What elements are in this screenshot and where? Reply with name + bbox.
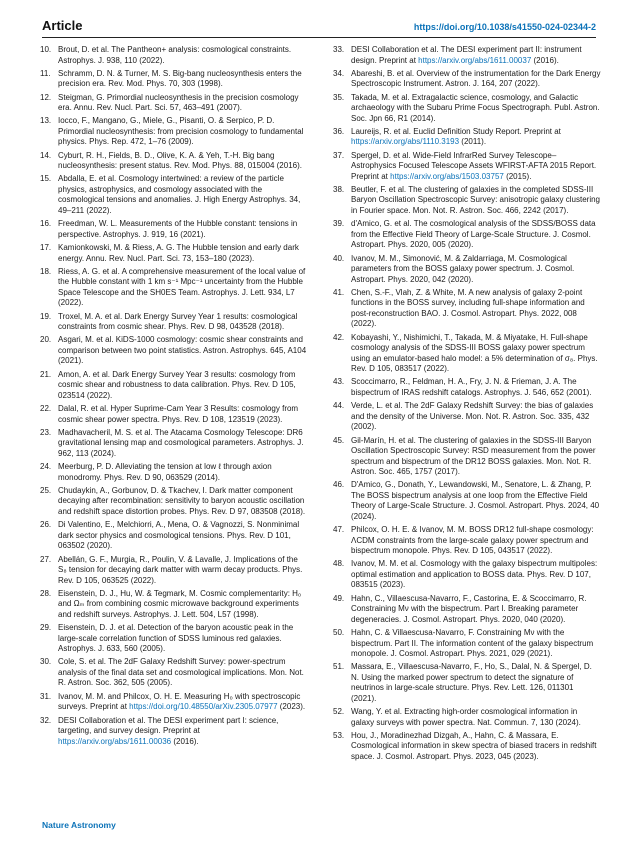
reference-item bbox=[333, 436, 601, 478]
reference-text bbox=[351, 254, 601, 286]
reference-number: 47. bbox=[333, 525, 345, 535]
reference-item bbox=[333, 151, 601, 183]
reference-item bbox=[333, 333, 601, 375]
reference-citation: Chen, S.-F., Vlah, Z. & White, M. A new analysis of galaxy 2-point functions in the BOSS survey, including full-shape information and post-reconstruction BAO. J. Cosmol. Astropart. Phys. 2022, 008 (2022). bbox=[351, 287, 585, 329]
reference-number: 16. bbox=[40, 219, 52, 229]
reference-text bbox=[351, 731, 601, 763]
reference-number: 41. bbox=[333, 287, 345, 297]
reference-text bbox=[351, 377, 601, 398]
reference-item bbox=[40, 45, 308, 66]
reference-item bbox=[333, 288, 601, 330]
reference-citation: Ivanov, M. M. et al. Cosmology with the galaxy bispectrum multipoles: optimal estimation and application to BOSS data. Phys. Rev. D 107, 083515 (2023). bbox=[351, 559, 598, 590]
reference-text bbox=[351, 594, 601, 626]
reference-citation: Cole, S. et al. The 2dF Galaxy Redshift Survey: power-spectrum analysis of the final data set and cosmological implications. Mon. Not. R. Astron. Soc. 362, 505 (2005). bbox=[58, 657, 304, 688]
reference-year: (2015). bbox=[503, 171, 532, 181]
reference-text bbox=[58, 69, 308, 90]
reference-text bbox=[351, 401, 601, 433]
reference-number: 30. bbox=[40, 657, 52, 667]
reference-number: 18. bbox=[40, 266, 52, 276]
reference-number: 36. bbox=[333, 126, 345, 136]
reference-text bbox=[58, 404, 308, 425]
reference-text bbox=[58, 174, 308, 216]
reference-text bbox=[351, 480, 601, 522]
reference-item bbox=[333, 628, 601, 660]
reference-item bbox=[333, 594, 601, 626]
reference-text bbox=[58, 692, 308, 713]
reference-text bbox=[58, 219, 308, 240]
reference-citation: Eisenstein, D. J. et al. Detection of the baryon acoustic peak in the large-scale correlation function of SDSS luminous red galaxies. Astrophys. J. 633, 560 (2005). bbox=[58, 623, 294, 654]
reference-item bbox=[333, 254, 601, 286]
reference-citation: Madhavacheril, M. S. et al. The Atacama Cosmology Telescope: DR6 gravitational lensing map and cosmological parameters. Astrophys. J. 962, 113 (2024). bbox=[58, 427, 304, 458]
reference-citation: Brout, D. et al. The Pantheon+ analysis: cosmological constraints. Astrophys. J. 938, 110 (2022). bbox=[58, 45, 292, 65]
reference-text bbox=[351, 525, 601, 557]
reference-link[interactable]: https://arxiv.org/abs/1611.00036 bbox=[58, 736, 172, 746]
reference-citation: DESI Collaboration et al. The DESI experiment part I: science, targeting, and survey design. Preprint at bbox=[58, 715, 279, 736]
reference-citation: Riess, A. G. et al. A comprehensive measurement of the local value of the Hubble constant with 1 km s⁻¹ Mpc⁻¹ uncertainty from the Hubble Space Telescope and the SH0ES Team. Astrophys. J. Lett. 934, L7 (2022). bbox=[58, 266, 306, 308]
reference-citation: Di Valentino, E., Melchiorri, A., Mena, O. & Vagnozzi, S. Nonminimal dark sector physics and cosmological tensions. Phys. Rev. D 101, 063502 (2020). bbox=[58, 520, 300, 551]
reference-number: 12. bbox=[40, 92, 52, 102]
reference-number: 34. bbox=[333, 68, 345, 78]
reference-item bbox=[333, 707, 601, 728]
reference-text bbox=[58, 116, 308, 148]
reference-text bbox=[58, 623, 308, 655]
reference-number: 24. bbox=[40, 462, 52, 472]
reference-item bbox=[333, 93, 601, 125]
reference-number: 21. bbox=[40, 369, 52, 379]
reference-item bbox=[333, 377, 601, 398]
reference-number: 19. bbox=[40, 311, 52, 321]
reference-number: 10. bbox=[40, 45, 52, 54]
reference-text bbox=[58, 93, 308, 114]
reference-number: 45. bbox=[333, 435, 345, 445]
header-rule bbox=[42, 37, 596, 38]
reference-citation: Chudaykin, A., Gorbunov, D. & Tkachev, I. Dark matter component decaying after recombination: sensitivity to baryon acoustic oscillation and redshift space distortion probes. Phys. Rev. D 97, 083508 (2018). bbox=[58, 485, 306, 516]
reference-citation: Spergel, D. et al. Wide-Field InfrarRed Survey Telescope–Astrophysics Focused Telescope Assets WFIRST-AFTA 2015 Report. Preprint at bbox=[351, 150, 597, 181]
reference-number: 40. bbox=[333, 253, 345, 263]
reference-item bbox=[333, 525, 601, 557]
reference-text bbox=[58, 151, 308, 172]
reference-item bbox=[40, 462, 308, 483]
reference-text bbox=[58, 312, 308, 333]
reference-citation: Kamionkowski, M. & Riess, A. G. The Hubble tension and early dark energy. Annu. Rev. Nucl. Part. Sci. 73, 153–180 (2023). bbox=[58, 243, 299, 263]
reference-column-right bbox=[333, 45, 601, 765]
reference-citation: d'Amico, G. et al. The cosmological analysis of the SDSS/BOSS data from the Effective Field Theory of Large-Scale Structure. J. Cosmol. Astropart. Phys. 2020, 005 (2020). bbox=[351, 219, 596, 250]
reference-number: 15. bbox=[40, 174, 52, 184]
reference-citation: Freedman, W. L. Measurements of the Hubble constant: tensions in perspective. Astrophys. J. 919, 16 (2021). bbox=[58, 219, 298, 239]
reference-number: 43. bbox=[333, 377, 345, 387]
reference-text bbox=[351, 151, 601, 183]
reference-text bbox=[58, 267, 308, 309]
reference-number: 11. bbox=[40, 68, 51, 78]
reference-number: 27. bbox=[40, 554, 52, 564]
page-header bbox=[42, 18, 596, 38]
reference-citation: Laureijs, R. et al. Euclid Definition Study Report. Preprint at bbox=[351, 126, 561, 136]
reference-item bbox=[333, 127, 601, 148]
reference-number: 26. bbox=[40, 520, 52, 530]
reference-year: (2023). bbox=[277, 702, 306, 712]
reference-text bbox=[58, 657, 308, 689]
section-label: Article bbox=[42, 18, 83, 33]
reference-item bbox=[333, 559, 601, 591]
reference-citation: Ivanov, M. M., Simonović, M. & Zaldarriaga, M. Cosmological parameters from the BOSS galaxy power spectrum. J. Cosmol. Astropart. Phys. 2020, 042 (2020). bbox=[351, 253, 575, 284]
reference-item bbox=[40, 93, 308, 114]
reference-item bbox=[333, 219, 601, 251]
reference-item bbox=[40, 428, 308, 460]
reference-text bbox=[351, 185, 601, 217]
reference-citation: Iocco, F., Mangano, G., Miele, G., Pisanti, O. & Serpico, P. D. Primordial nucleosynthesis: from precision cosmology to fundamental physics. Phys. Rep. 472, 1–76 (2009). bbox=[58, 116, 304, 147]
reference-number: 46. bbox=[333, 480, 345, 490]
reference-number: 32. bbox=[40, 715, 52, 725]
reference-item bbox=[40, 116, 308, 148]
reference-item bbox=[40, 486, 308, 518]
reference-text bbox=[351, 662, 601, 704]
reference-citation: Scoccimarro, R., Feldman, H. A., Fry, J. N. & Frieman, J. A. The bispectrum of IRAS redshift catalogs. Astrophys. J. 546, 652 (2001). bbox=[351, 377, 592, 397]
reference-link[interactable]: https://arxiv.org/abs/1611.00037 bbox=[418, 55, 532, 65]
reference-citation: Gil-Marín, H. et al. The clustering of galaxies in the SDSS-III Baryon Oscillation Spectroscopic Survey: RSD measurement from the power spectrum and bispectrum of the DR12 BOSS galaxies. Mon. Not. R. Astron. Soc. 465, 1757 (2017). bbox=[351, 435, 596, 477]
reference-citation: Abellán, G. F., Murgia, R., Poulin, V. & Lavalle, J. Implications of the S₈ tension for decaying dark matter with warm decay products. Phys. Rev. D 105, 063525 (2022). bbox=[58, 554, 303, 585]
reference-item bbox=[40, 589, 308, 621]
reference-text bbox=[351, 69, 601, 90]
reference-number: 33. bbox=[333, 45, 345, 54]
reference-citation: Abdalla, E. et al. Cosmology intertwined: a review of the particle physics, astrophysics, and cosmology associated with the cosmological tensions and anomalies. J. High Energy Astrophys. 34, 49–211 (2022). bbox=[58, 174, 301, 215]
reference-text bbox=[58, 716, 308, 748]
reference-item bbox=[40, 716, 308, 748]
reference-text bbox=[351, 559, 601, 591]
reference-item bbox=[40, 555, 308, 587]
reference-item bbox=[333, 662, 601, 704]
reference-number: 50. bbox=[333, 628, 345, 638]
reference-item bbox=[333, 731, 601, 763]
journal-footer: Nature Astronomy bbox=[42, 820, 116, 830]
reference-item bbox=[333, 185, 601, 217]
reference-number: 42. bbox=[333, 332, 345, 342]
reference-citation: Steigman, G. Primordial nucleosynthesis in the precision cosmology era. Annu. Rev. Nucl. Part. Sci. 57, 463–491 (2007). bbox=[58, 92, 299, 113]
reference-item bbox=[40, 312, 308, 333]
reference-citation: Dalal, R. et al. Hyper Suprime-Cam Year 3 Results: cosmology from cosmic shear power spectra. Phys. Rev. D 108, 123519 (2023). bbox=[58, 404, 299, 424]
reference-item bbox=[40, 151, 308, 172]
reference-citation: Amon, A. et al. Dark Energy Survey Year 3 results: cosmology from cosmic shear and robustness to data calibration. Phys. Rev. D 105, 023514 (2022). bbox=[58, 369, 296, 400]
reference-text bbox=[351, 436, 601, 478]
reference-number: 31. bbox=[40, 691, 52, 701]
reference-number: 38. bbox=[333, 184, 345, 194]
reference-text bbox=[58, 428, 308, 460]
reference-item bbox=[40, 219, 308, 240]
reference-item bbox=[40, 623, 308, 655]
reference-link[interactable]: https://arxiv.org/abs/1110.3193 bbox=[351, 137, 460, 147]
reference-citation: Massara, E., Villaescusa-Navarro, F., Ho, S., Dalal, N. & Spergel, D. N. Using the marked power spectrum to detect the signature of neutrinos in large-scale structure. Phys. Rev. Lett. 126, 011301 (2021). bbox=[351, 662, 592, 703]
reference-text bbox=[351, 628, 601, 660]
reference-link[interactable]: https://doi.org/10.48550/arXiv.2305.07977 bbox=[129, 702, 278, 712]
reference-item bbox=[333, 480, 601, 522]
reference-number: 39. bbox=[333, 219, 345, 229]
reference-citation: DESI Collaboration et al. The DESI experiment part II: instrument design. Preprint at bbox=[351, 45, 582, 65]
reference-text bbox=[351, 127, 601, 148]
reference-number: 13. bbox=[40, 116, 52, 126]
reference-citation: Beutler, F. et al. The clustering of galaxies in the completed SDSS-III Baryon Oscillation Spectroscopic Survey: anisotropic galaxy clustering in Fourier space. Mon. Not. R. Astron. Soc. 466, 2242 (2017). bbox=[351, 184, 601, 215]
reference-text bbox=[58, 462, 308, 483]
reference-item bbox=[40, 243, 308, 264]
reference-text bbox=[58, 486, 308, 518]
reference-number: 22. bbox=[40, 404, 52, 414]
reference-item bbox=[40, 404, 308, 425]
reference-citation: Philcox, O. H. E. & Ivanov, M. M. BOSS DR12 full-shape cosmology: ΛCDM constraints from the large-scale galaxy power spectrum and bispectrum monopole. Phys. Rev. D 105, 043517 (2022). bbox=[351, 525, 594, 556]
reference-column-left bbox=[40, 45, 308, 750]
reference-citation: Troxel, M. A. et al. Dark Energy Survey Year 1 results: cosmological constraints from cosmic shear. Phys. Rev. D 98, 043528 (2018). bbox=[58, 311, 298, 332]
reference-item bbox=[333, 401, 601, 433]
reference-number: 29. bbox=[40, 623, 52, 633]
reference-item bbox=[333, 69, 601, 90]
reference-citation: Verde, L. et al. The 2dF Galaxy Redshift Survey: the bias of galaxies and the density of the Universe. Mon. Not. R. Astron. Soc. 335, 432 (2002). bbox=[351, 401, 594, 432]
reference-text bbox=[351, 288, 601, 330]
reference-year: (2011). bbox=[459, 137, 487, 147]
reference-link[interactable]: https://arxiv.org/abs/1503.03757 bbox=[390, 171, 504, 181]
reference-citation: Ivanov, M. M. and Philcox, O. H. E. Measuring H₀ with spectroscopic surveys. Preprint at bbox=[58, 691, 301, 712]
reference-item bbox=[40, 69, 308, 90]
reference-item bbox=[40, 174, 308, 216]
reference-text bbox=[351, 45, 601, 66]
reference-year: (2016). bbox=[171, 736, 199, 746]
reference-text bbox=[58, 555, 308, 587]
reference-item bbox=[40, 692, 308, 713]
reference-number: 52. bbox=[333, 707, 345, 717]
reference-text bbox=[58, 45, 308, 66]
reference-citation: Cyburt, R. H., Fields, B. D., Olive, K. A. & Yeh, T.-H. Big bang nucleosynthesis: present status. Rev. Mod. Phys. 88, 015004 (2016). bbox=[58, 150, 302, 171]
reference-number: 35. bbox=[333, 92, 345, 102]
reference-number: 53. bbox=[333, 730, 345, 740]
reference-citation: Kobayashi, Y., Nishimichi, T., Takada, M. & Miyatake, H. Full-shape cosmology analysis of the SDSS-III BOSS galaxy power spectrum using an emulator-based halo model: a 5% determination of σ₈. Phys. Rev. D 105, 083517 (2022). bbox=[351, 332, 598, 374]
reference-item bbox=[40, 335, 308, 367]
reference-number: 51. bbox=[333, 662, 345, 672]
reference-citation: Schramm, D. N. & Turner, M. S. Big-bang nucleosynthesis enters the precision era. Rev. Mod. Phys. 70, 303 (1998). bbox=[58, 68, 302, 89]
reference-number: 48. bbox=[333, 559, 345, 569]
reference-number: 28. bbox=[40, 588, 52, 598]
reference-citation: Wang, Y. et al. Extracting high-order cosmological information in galaxy surveys with power spectra. Nat. Commun. 7, 130 (2024). bbox=[351, 707, 581, 727]
reference-item bbox=[40, 520, 308, 552]
reference-number: 37. bbox=[333, 150, 345, 160]
reference-number: 20. bbox=[40, 335, 52, 345]
reference-number: 23. bbox=[40, 427, 52, 437]
reference-year: (2016). bbox=[531, 55, 559, 65]
reference-citation: D'Amico, G., Donath, Y., Lewandowski, M., Senatore, L. & Zhang, P. The BOSS bispectrum analysis at one loop from the Effective Field Theory of Large-Scale Structure. J. Cosmol. Astropart. Phys. 2024, 40 (2024). bbox=[351, 480, 600, 521]
reference-text bbox=[58, 589, 308, 621]
reference-citation: Meerburg, P. D. Alleviating the tension at low ℓ through axion monodromy. Phys. Rev. D 90, 063529 (2014). bbox=[58, 462, 272, 482]
reference-citation: Eisenstein, D. J., Hu, W. & Tegmark, M. Cosmic complementarity: H₀ and Ωₘ from combining cosmic microwave background experiments and redshift surveys. Astrophys. J. Lett. 504, L57 (1998). bbox=[58, 588, 302, 619]
reference-number: 49. bbox=[333, 593, 345, 603]
reference-citation: Hahn, C. & Villaescusa-Navarro, F. Constraining Mν with the bispectrum. Part II. The information content of the galaxy bispectrum monopole. J. Cosmol. Astropart. Phys. 2021, 029 (2021). bbox=[351, 628, 594, 659]
reference-text bbox=[351, 333, 601, 375]
reference-text bbox=[351, 219, 601, 251]
reference-citation: Hou, J., Moradinezhad Dizgah, A., Hahn, C. & Massara, E. Cosmological information in skew spectra of biased tracers in redshift space. J. Cosmol. Astropart. Phys. 2023, 045 (2023). bbox=[351, 730, 597, 761]
reference-text bbox=[351, 93, 601, 125]
reference-item bbox=[40, 370, 308, 402]
reference-citation: Abareshi, B. et al. Overview of the instrumentation for the Dark Energy Spectroscopic Instrument. Astron. J. 164, 207 (2022). bbox=[351, 68, 601, 89]
reference-text bbox=[58, 335, 308, 367]
reference-item bbox=[333, 45, 601, 66]
reference-number: 25. bbox=[40, 485, 52, 495]
reference-text bbox=[351, 707, 601, 728]
reference-text bbox=[58, 370, 308, 402]
reference-citation: Hahn, C., Villaescusa-Navarro, F., Castorina, E. & Scoccimarro, R. Constraining Mν with the bispectrum. Part I. Breaking parameter degeneracies. J. Cosmol. Astropart. Phys. 2020, 040 (2020). bbox=[351, 593, 587, 624]
reference-text bbox=[58, 520, 308, 552]
reference-citation: Takada, M. et al. Extragalactic science, cosmology, and Galactic archaeology with the Subaru Prime Focus Spectrograph. Publ. Astron. Soc. Jpn 66, R1 (2014). bbox=[351, 92, 600, 123]
reference-text bbox=[58, 243, 308, 264]
reference-number: 14. bbox=[40, 150, 52, 160]
reference-citation: Asgari, M. et al. KiDS-1000 cosmology: cosmic shear constraints and comparison between two point statistics. Astron. Astrophys. 645, A104 (2021). bbox=[58, 335, 307, 366]
reference-number: 44. bbox=[333, 401, 345, 411]
reference-number: 17. bbox=[40, 243, 52, 253]
doi-link[interactable]: https://doi.org/10.1038/s41550-024-02344-2 bbox=[413, 22, 596, 32]
reference-item bbox=[40, 657, 308, 689]
reference-item bbox=[40, 267, 308, 309]
